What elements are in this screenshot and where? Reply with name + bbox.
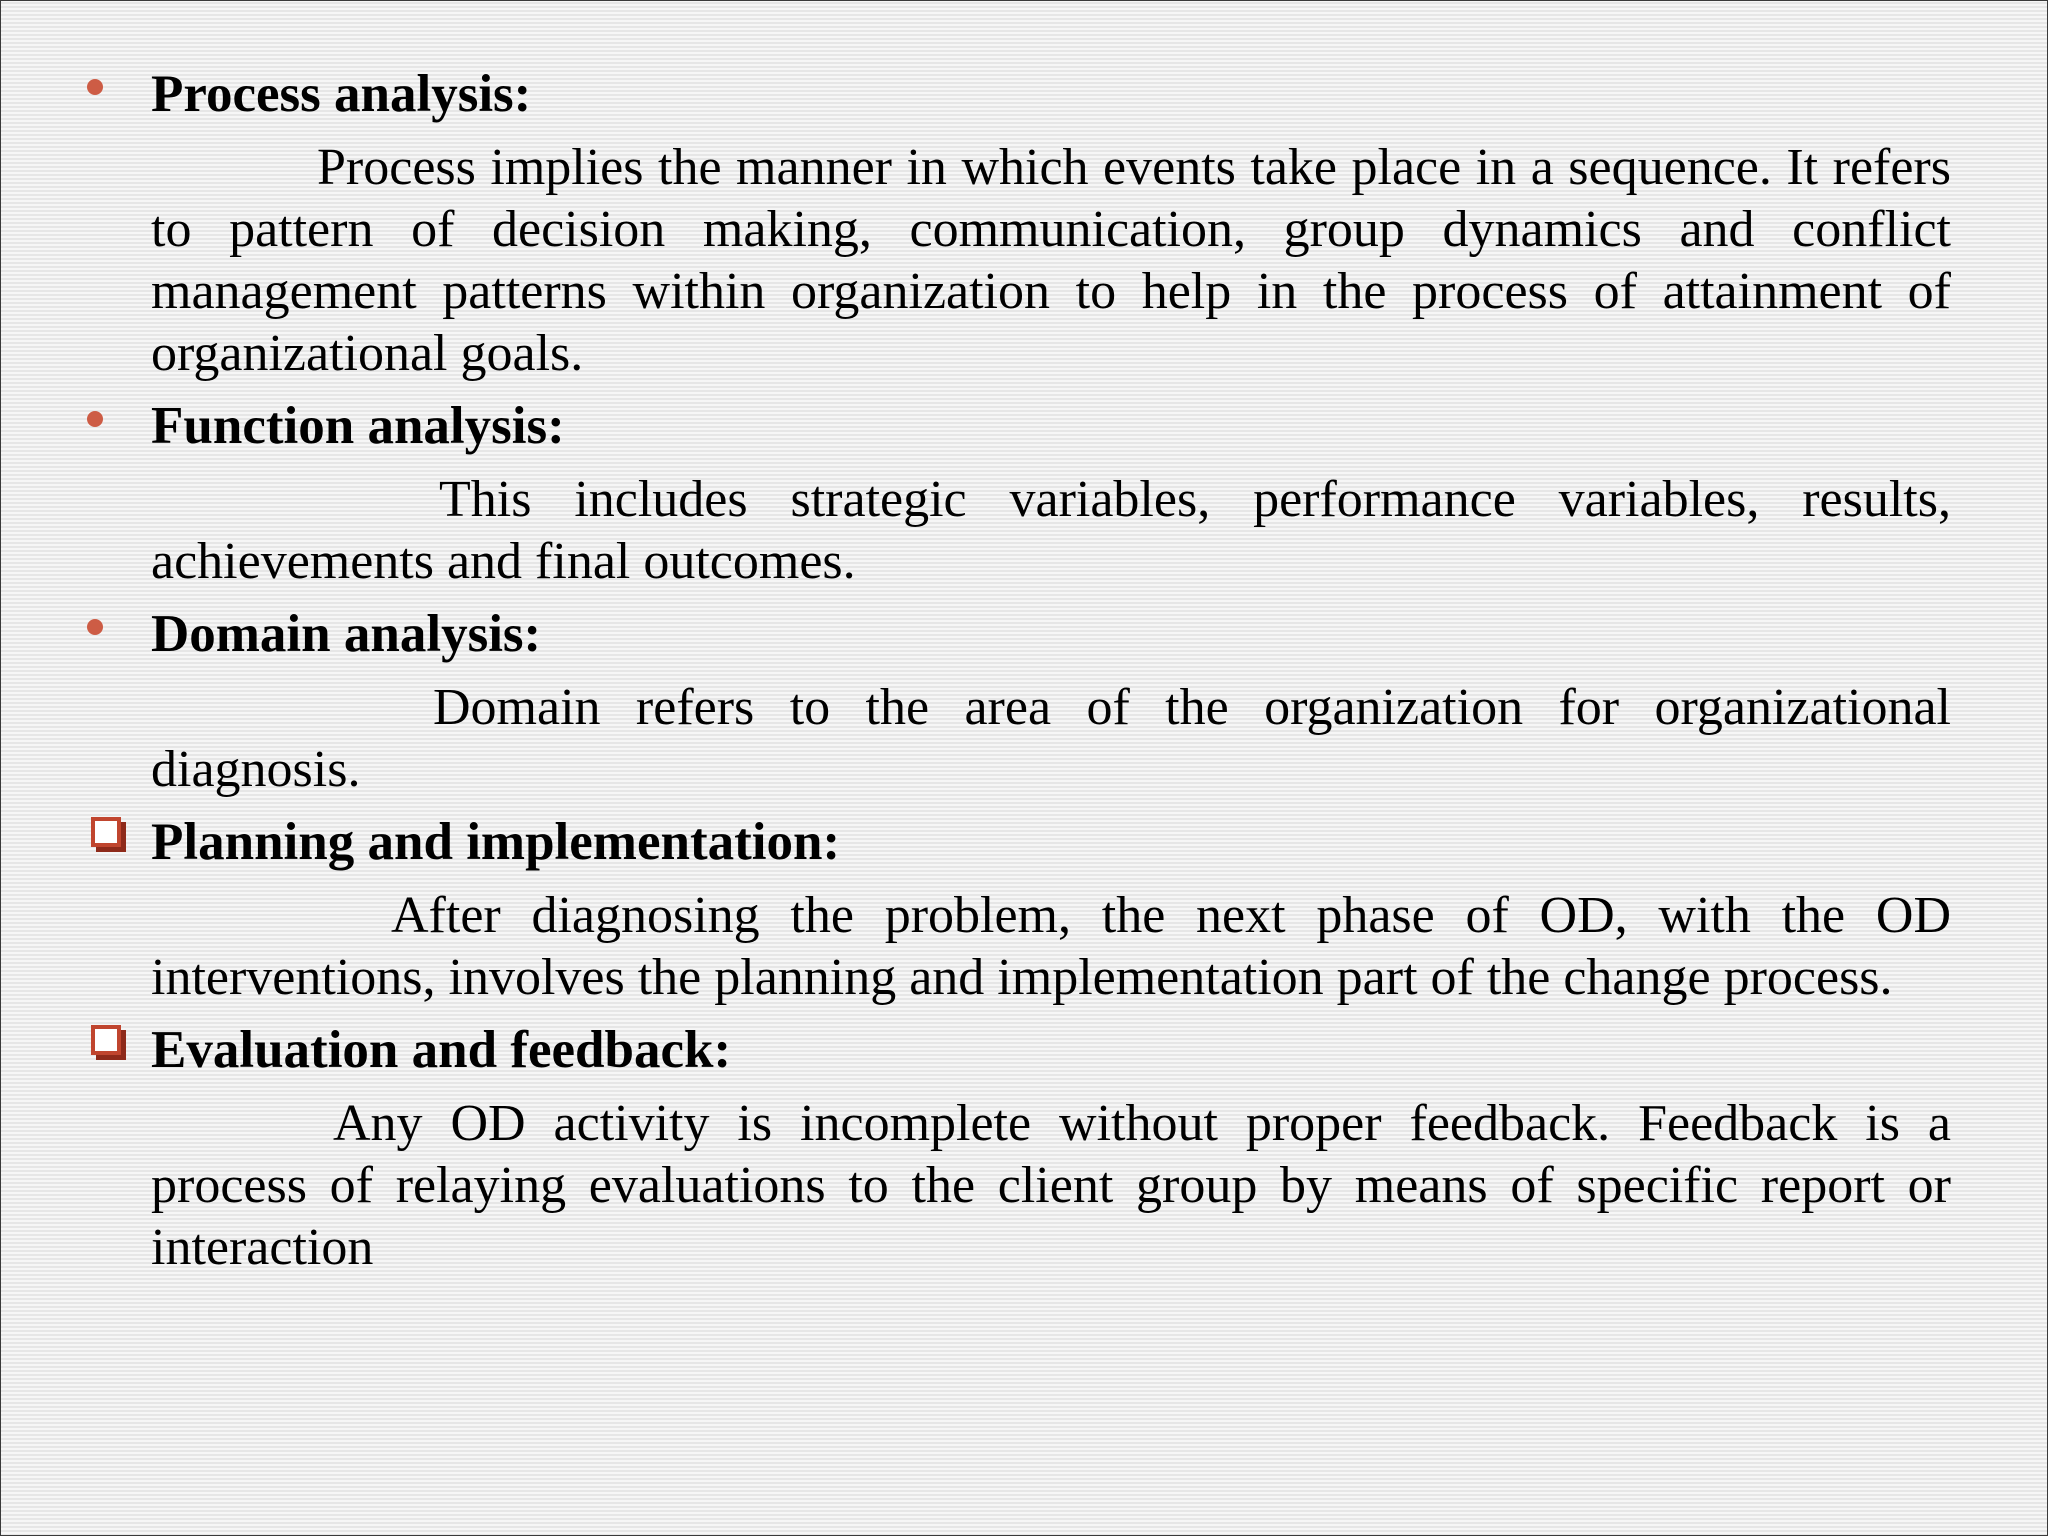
heading-text: Evaluation and feedback:	[151, 1021, 732, 1079]
bullet-square-icon	[91, 817, 121, 847]
bullet-dot-icon	[87, 79, 103, 95]
heading-text: Function analysis:	[151, 397, 565, 455]
bullet-dot-icon	[87, 411, 103, 427]
bullet-dot-icon	[87, 619, 103, 635]
item-body: Process implies the manner in which events take place in a sequence. It refers to pattern of decision making, communication, group dynamics and conflict management patterns within organization to help in the process of attainment of organizational goals.	[151, 139, 1951, 382]
heading-text: Planning and implementation:	[151, 813, 841, 871]
list-item-evaluation-feedback	[151, 1019, 1951, 1279]
bullet-square-icon	[91, 1025, 121, 1055]
list-item-function-analysis	[151, 395, 1951, 593]
list-item-planning-implementation	[151, 811, 1951, 1009]
list-item-domain-analysis	[151, 603, 1951, 801]
heading-text: Process analysis:	[151, 65, 532, 123]
item-heading	[151, 395, 1951, 457]
item-heading	[151, 603, 1951, 665]
list-item-process-analysis	[151, 63, 1951, 385]
item-heading	[151, 63, 1951, 125]
item-heading	[151, 1019, 1951, 1081]
slide-content	[151, 63, 1951, 1289]
item-heading	[151, 811, 1951, 873]
heading-text: Domain analysis:	[151, 605, 542, 663]
item-body: This includes strategic variables, performance variables, results, achievements and final outcomes.	[151, 471, 1951, 590]
item-body: Any OD activity is incomplete without proper feedback. Feedback is a process of relaying evaluations to the client group by means of specific report or interaction	[151, 1095, 1951, 1276]
item-body: After diagnosing the problem, the next phase of OD, with the OD interventions, involves the planning and implementation part of the change process.	[151, 887, 1951, 1006]
item-body: Domain refers to the area of the organization for organizational diagnosis.	[151, 679, 1951, 798]
